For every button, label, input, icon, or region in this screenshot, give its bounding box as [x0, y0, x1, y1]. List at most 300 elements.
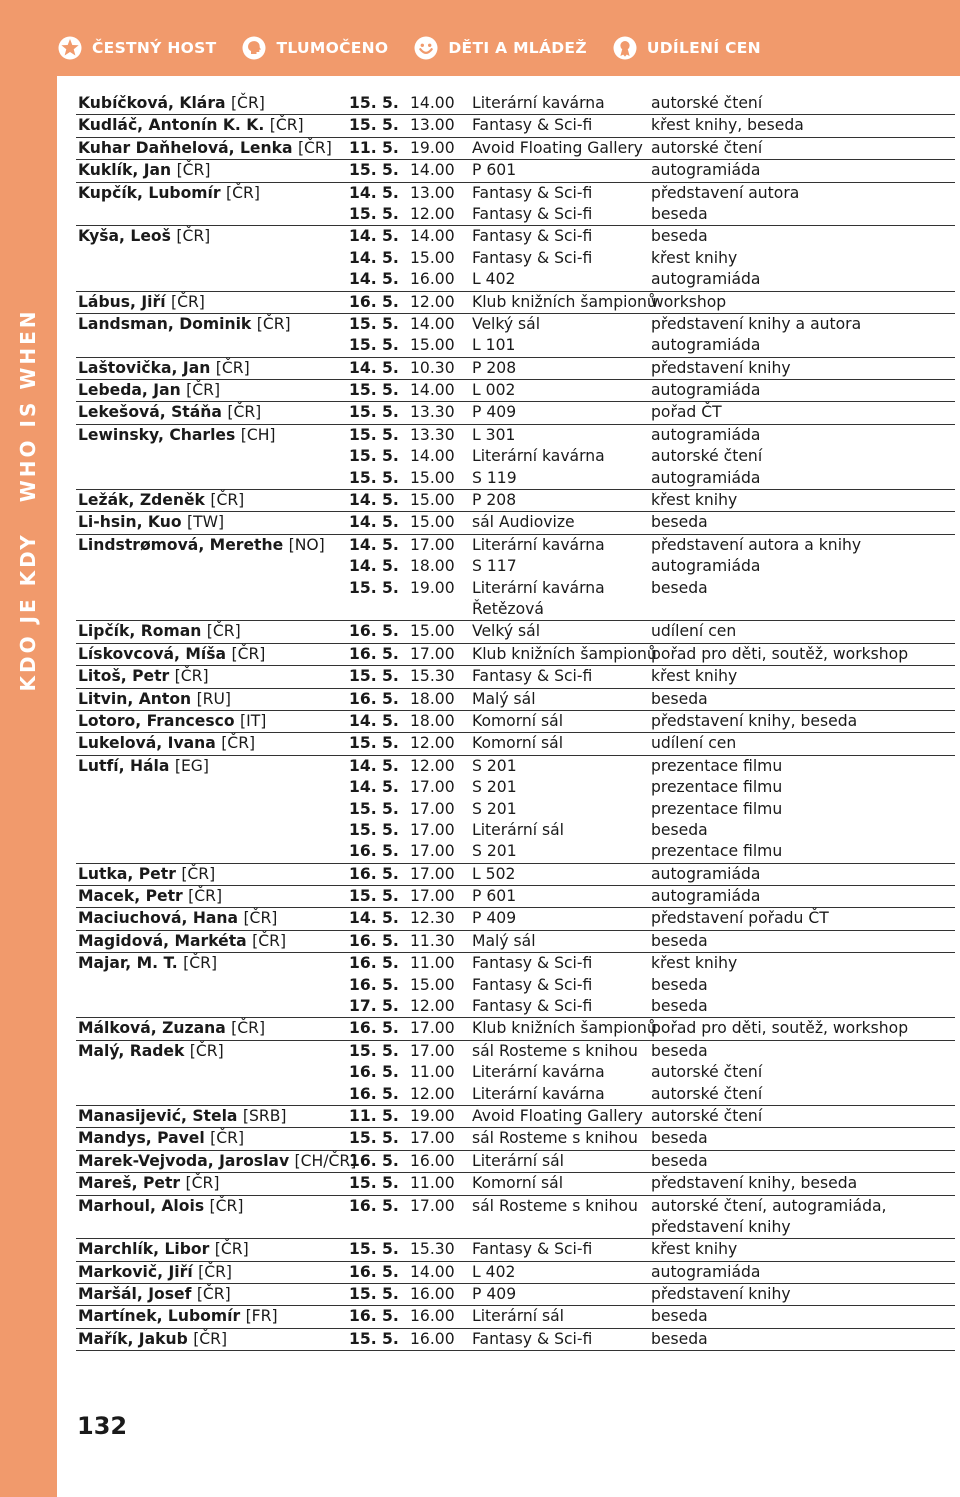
event-line: [76, 689, 955, 710]
event-time: 14.00: [410, 381, 455, 400]
event-type: představení knihy: [651, 358, 791, 377]
event-day: 15. 5.: [349, 94, 399, 112]
table-row: [76, 402, 955, 424]
event-day: 16. 5.: [349, 1084, 399, 1103]
event-time: 17.00: [410, 887, 455, 906]
guest-name-cell: [78, 93, 265, 114]
event-line: [76, 425, 955, 446]
table-row: [76, 1106, 955, 1128]
event-line: [76, 1062, 955, 1083]
table-row: [76, 908, 955, 930]
event-day: 15. 5.: [349, 667, 399, 686]
table-row: [76, 886, 955, 908]
event-type: prezentace filmu: [651, 778, 783, 797]
legend-item-interpreted: [242, 36, 388, 60]
table-row: [76, 490, 955, 512]
event-place: Avoid Floating Gallery: [472, 138, 643, 157]
event-type: autogramiáda: [651, 270, 761, 289]
event-line: [76, 953, 955, 974]
event-type: pořad pro děti, soutěž, workshop: [651, 1019, 909, 1038]
interpreted-head-icon: [242, 36, 266, 60]
guest-name: Maršál, Josef: [78, 1285, 192, 1304]
guest-name-cell: [78, 1262, 232, 1283]
event-type: autorské čtení, autogramiáda,: [651, 1196, 887, 1215]
event-line: [76, 1018, 955, 1039]
guest-name-cell: [78, 864, 215, 885]
event-day: 16. 5.: [349, 689, 399, 708]
guest-name: Litvin, Anton: [78, 689, 192, 708]
event-place: sál Audiovize: [472, 513, 575, 532]
event-type: beseda: [651, 975, 708, 994]
event-day: 16. 5.: [349, 954, 399, 973]
event-day: 17. 5.: [349, 997, 399, 1016]
guest-name: Lekešová, Stáňa: [78, 403, 222, 422]
event-place: L 101: [472, 336, 516, 355]
event-type: představení knihy a autora: [651, 314, 862, 333]
event-day: 15. 5.: [349, 1329, 399, 1348]
event-place: Avoid Floating Gallery: [472, 1106, 643, 1125]
event-place: L 402: [472, 270, 516, 289]
event-type: křest knihy: [651, 954, 738, 973]
guest-country: [ČR]: [193, 1329, 228, 1348]
guest-country: [ČR]: [210, 1129, 245, 1148]
event-place: Velký sál: [472, 622, 541, 641]
guest-name-cell: [78, 621, 241, 642]
guest-name: Kupčík, Lubomír: [78, 183, 221, 202]
guest-country: [ČR]: [209, 1196, 244, 1215]
event-day: 11. 5.: [349, 1106, 399, 1125]
event-time: 19.00: [410, 138, 455, 157]
table-row: [76, 93, 955, 115]
event-place: S 201: [472, 778, 517, 797]
event-day: 14. 5.: [349, 535, 399, 554]
guest-name-cell: [78, 756, 209, 777]
event-day: 16. 5.: [349, 1196, 399, 1215]
event-line: [76, 1151, 955, 1172]
event-day: 14. 5.: [349, 227, 399, 246]
event-type: křest knihy, beseda: [651, 116, 804, 135]
guest-name-cell: [78, 953, 217, 974]
event-day: 14. 5.: [349, 513, 399, 532]
event-line: [76, 1262, 955, 1283]
event-time: 17.00: [410, 1129, 455, 1148]
guest-name-cell: [78, 1151, 356, 1172]
guest-country: [ČR]: [210, 491, 245, 510]
event-time: 13.00: [410, 183, 455, 202]
event-place: P 409: [472, 909, 517, 928]
table-row: [76, 1196, 955, 1240]
event-day: 14. 5.: [349, 270, 399, 289]
event-place: L 402: [472, 1262, 516, 1281]
event-time: 16.00: [410, 1285, 455, 1304]
event-line: [76, 777, 955, 798]
event-day: 15. 5.: [349, 425, 399, 444]
guest-country: [ČR]: [181, 864, 216, 883]
event-place: Klub knižních šampionů: [472, 1019, 657, 1038]
event-type: pořad pro děti, soutěž, workshop: [651, 644, 909, 663]
event-type: autorské čtení: [651, 94, 763, 112]
smiley-face-icon: [414, 36, 438, 60]
event-type: představení knihy, beseda: [651, 1174, 858, 1193]
guest-country: [CH/ČR]: [294, 1151, 357, 1170]
event-line: [76, 226, 955, 247]
guest-name-cell: [78, 1018, 265, 1039]
event-line: [76, 599, 955, 620]
guest-name: Lukelová, Ivana: [78, 734, 216, 753]
guest-country: [ČR]: [214, 1240, 249, 1259]
table-row: [76, 644, 955, 666]
event-place: Fantasy & Sci-fi: [472, 1240, 593, 1259]
guest-name: Lotoro, Francesco: [78, 711, 235, 730]
event-type: autorské čtení: [651, 1063, 763, 1082]
event-place: Fantasy & Sci-fi: [472, 1329, 593, 1348]
event-place: Fantasy & Sci-fi: [472, 227, 593, 246]
icon-legend: [58, 36, 787, 60]
guest-country: [CH]: [240, 425, 276, 444]
event-type: autogramiáda: [651, 864, 761, 883]
event-type: představení autora a knihy: [651, 535, 862, 554]
event-type: beseda: [651, 820, 708, 839]
sidebar-title: [16, 308, 40, 691]
event-place: Literární kavárna: [472, 447, 605, 466]
table-row: [76, 1239, 955, 1261]
guest-country: [ČR]: [227, 403, 262, 422]
event-line: [76, 1196, 955, 1217]
event-day: 15. 5.: [349, 1240, 399, 1259]
guest-name: Lebeda, Jan: [78, 381, 181, 400]
guest-name-cell: [78, 1128, 244, 1149]
guest-name-cell: [78, 666, 209, 687]
event-type: autorské čtení: [651, 1084, 763, 1103]
event-time: 18.00: [410, 689, 455, 708]
event-line: [76, 183, 955, 204]
guest-name: Mareš, Petr: [78, 1174, 181, 1193]
table-row: [76, 160, 955, 182]
guest-name-cell: [78, 314, 291, 335]
event-type: beseda: [651, 997, 708, 1016]
event-type: autogramiáda: [651, 887, 761, 906]
guest-name: Lutfí, Hála: [78, 756, 170, 775]
event-time: 11.00: [410, 1063, 455, 1082]
table-row: [76, 931, 955, 953]
event-time: 12.00: [410, 292, 455, 311]
guest-name: Kyša, Leoš: [78, 227, 171, 246]
guest-name: Malý, Radek: [78, 1041, 185, 1060]
event-time: 17.00: [410, 799, 455, 818]
event-line: [76, 996, 955, 1017]
event-day: 14. 5.: [349, 557, 399, 576]
table-row: [76, 226, 955, 291]
guest-name-cell: [78, 425, 276, 446]
guest-country: [ČR]: [231, 644, 266, 663]
legend-label: TLUMOČENO: [276, 39, 389, 57]
event-type: udílení cen: [651, 622, 737, 641]
table-row: [76, 689, 955, 711]
event-line: [76, 666, 955, 687]
table-row: [76, 621, 955, 643]
event-type: beseda: [651, 1307, 708, 1326]
event-type: autogramiáda: [651, 336, 761, 355]
event-place: Fantasy & Sci-fi: [472, 183, 593, 202]
event-type: autogramiáda: [651, 468, 761, 487]
event-place: P 208: [472, 491, 517, 510]
table-row: [76, 115, 955, 137]
guest-name-cell: [78, 1041, 224, 1062]
event-place: L 002: [472, 381, 516, 400]
guest-country: [ČR]: [186, 381, 221, 400]
guest-name: Manasijević, Stela: [78, 1106, 238, 1125]
event-time: 16.00: [410, 1307, 455, 1326]
event-place: P 208: [472, 358, 517, 377]
event-time: 13.30: [410, 425, 455, 444]
event-place: Fantasy & Sci-fi: [472, 975, 593, 994]
guest-name: Marchlík, Libor: [78, 1240, 210, 1259]
legend-item-youth: [414, 36, 586, 60]
table-row: [76, 314, 955, 358]
event-line: [76, 886, 955, 907]
event-line: [76, 1217, 955, 1238]
guest-country: [NO]: [288, 535, 325, 554]
event-time: 18.00: [410, 711, 455, 730]
event-day: 16. 5.: [349, 292, 399, 311]
star-badge-icon: [58, 36, 82, 60]
event-place: Komorní sál: [472, 734, 564, 753]
table-row: [76, 733, 955, 755]
guest-country: [ČR]: [221, 734, 256, 753]
event-day: 16. 5.: [349, 1019, 399, 1038]
event-type: workshop: [651, 292, 727, 311]
event-time: 11.00: [410, 954, 455, 973]
event-type: autogramiáda: [651, 557, 761, 576]
event-place: P 409: [472, 1285, 517, 1304]
guest-name: Lábus, Jiří: [78, 292, 166, 311]
event-day: 14. 5.: [349, 248, 399, 267]
event-type: představení pořadu ČT: [651, 909, 829, 928]
sidebar-title-cz: KDO JE KDY: [16, 532, 40, 692]
guest-country: [ČR]: [196, 1285, 231, 1304]
table-row: [76, 953, 955, 1018]
event-type: křest knihy: [651, 248, 738, 267]
event-place: Fantasy & Sci-fi: [472, 248, 593, 267]
guest-name: Kuhar Daňhelová, Lenka: [78, 138, 293, 157]
event-place: Komorní sál: [472, 711, 564, 730]
event-line: [76, 711, 955, 732]
event-place: Fantasy & Sci-fi: [472, 997, 593, 1016]
event-line: [76, 1239, 955, 1260]
event-time: 17.00: [410, 1041, 455, 1060]
guest-country: [ČR]: [297, 138, 332, 157]
event-line: [76, 1106, 955, 1127]
event-line: [76, 908, 955, 929]
guest-name: Li-hsin, Kuo: [78, 513, 182, 532]
legend-label: DĚTI A MLÁDEŽ: [448, 39, 587, 57]
event-place: Řetězová: [472, 599, 544, 618]
event-time: 14.00: [410, 314, 455, 333]
event-line: [76, 644, 955, 665]
event-place: Klub knižních šampionů: [472, 292, 657, 311]
event-line: [76, 1329, 955, 1350]
event-line: [76, 512, 955, 533]
event-time: 15.30: [410, 1240, 455, 1259]
event-day: 15. 5.: [349, 1174, 399, 1193]
event-day: 14. 5.: [349, 491, 399, 510]
event-time: 15.00: [410, 622, 455, 641]
event-time: 15.00: [410, 975, 455, 994]
event-place: Literární sál: [472, 1151, 565, 1170]
guest-name: Lewinsky, Charles: [78, 425, 236, 444]
event-day: 15. 5.: [349, 820, 399, 839]
event-line: [76, 160, 955, 181]
guest-name-cell: [78, 183, 260, 204]
event-day: 15. 5.: [349, 799, 399, 818]
event-type: autorské čtení: [651, 138, 763, 157]
guest-name-cell: [78, 1306, 278, 1327]
event-type: prezentace filmu: [651, 756, 783, 775]
event-time: 14.00: [410, 227, 455, 246]
event-place: Velký sál: [472, 314, 541, 333]
guest-country: [ČR]: [230, 94, 265, 112]
event-time: 15.00: [410, 248, 455, 267]
guest-name-cell: [78, 160, 210, 181]
event-type: autogramiáda: [651, 425, 761, 444]
event-time: 14.00: [410, 161, 455, 180]
event-time: 17.00: [410, 644, 455, 663]
legend-item-awards: [613, 36, 761, 60]
event-line: [76, 314, 955, 335]
event-time: 15.00: [410, 513, 455, 532]
event-type: beseda: [651, 1129, 708, 1148]
event-time: 12.00: [410, 1084, 455, 1103]
event-day: 15. 5.: [349, 314, 399, 333]
event-place: Literární sál: [472, 1307, 565, 1326]
event-place: L 301: [472, 425, 516, 444]
event-line: [76, 1128, 955, 1149]
event-place: S 201: [472, 842, 517, 861]
guest-name: Kudláč, Antonín K. K.: [78, 116, 265, 135]
event-line: [76, 292, 955, 313]
guest-country: [EG]: [174, 756, 209, 775]
event-time: 15.00: [410, 468, 455, 487]
guest-country: [ČR]: [226, 183, 260, 202]
guest-country: [ČR]: [176, 227, 211, 246]
event-line: [76, 358, 955, 379]
event-time: 12.30: [410, 909, 455, 928]
event-time: 14.00: [410, 1262, 455, 1281]
guest-name-cell: [78, 402, 261, 423]
guest-name: Kuklík, Jan: [78, 161, 172, 180]
table-row: [76, 358, 955, 380]
event-place: sál Rosteme s knihou: [472, 1129, 638, 1148]
event-time: 17.00: [410, 1019, 455, 1038]
table-row: [76, 1128, 955, 1150]
guest-name-cell: [78, 733, 255, 754]
event-line: [76, 756, 955, 777]
table-row: [76, 711, 955, 733]
event-day: 16. 5.: [349, 644, 399, 663]
event-time: 16.00: [410, 270, 455, 289]
event-day: 15. 5.: [349, 1285, 399, 1304]
event-type: beseda: [651, 227, 708, 246]
event-place: S 201: [472, 799, 517, 818]
event-day: 15. 5.: [349, 204, 399, 223]
event-line: [76, 733, 955, 754]
event-line: [76, 864, 955, 885]
event-time: 17.00: [410, 842, 455, 861]
guest-name-cell: [78, 292, 205, 313]
event-day: 15. 5.: [349, 116, 399, 135]
event-line: [76, 490, 955, 511]
event-day: 15. 5.: [349, 381, 399, 400]
event-time: 14.00: [410, 447, 455, 466]
guest-name-cell: [78, 689, 231, 710]
event-place: Literární kavárna: [472, 1063, 605, 1082]
event-place: S 201: [472, 756, 517, 775]
event-time: 19.00: [410, 578, 455, 597]
event-line: [76, 931, 955, 952]
guest-name-cell: [78, 644, 265, 665]
guest-name-cell: [78, 1106, 287, 1127]
event-place: Malý sál: [472, 931, 536, 950]
event-time: 16.00: [410, 1329, 455, 1348]
event-time: 13.30: [410, 403, 455, 422]
event-type: beseda: [651, 1041, 708, 1060]
schedule-table: [76, 93, 955, 1351]
table-row: [76, 380, 955, 402]
table-row: [76, 1151, 955, 1173]
table-row: [76, 425, 955, 490]
event-time: 15.00: [410, 336, 455, 355]
event-day: 16. 5.: [349, 1262, 399, 1281]
event-type: představení autora: [651, 183, 800, 202]
guest-name: Ležák, Zdeněk: [78, 491, 205, 510]
event-type: představení knihy, beseda: [651, 711, 858, 730]
event-time: 14.00: [410, 94, 455, 112]
guest-name: Markovič, Jiří: [78, 1262, 193, 1281]
event-day: 16. 5.: [349, 975, 399, 994]
event-time: 17.00: [410, 778, 455, 797]
guest-name: Maciuchová, Hana: [78, 909, 239, 928]
guest-country: [ČR]: [252, 931, 287, 950]
event-type: beseda: [651, 931, 708, 950]
table-row: [76, 1329, 955, 1351]
event-type: představení knihy: [651, 1285, 791, 1304]
event-place: Literární kavárna: [472, 1084, 605, 1103]
event-time: 12.00: [410, 734, 455, 753]
event-line: [76, 446, 955, 467]
guest-country: [ČR]: [269, 116, 304, 135]
event-day: 14. 5.: [349, 909, 399, 928]
table-row: [76, 1041, 955, 1106]
award-ribbon-icon: [613, 36, 637, 60]
guest-name-cell: [78, 1329, 227, 1350]
event-place: Fantasy & Sci-fi: [472, 116, 593, 135]
guest-name: Litoš, Petr: [78, 667, 170, 686]
event-place: Fantasy & Sci-fi: [472, 204, 593, 223]
guest-name: Martínek, Lubomír: [78, 1307, 241, 1326]
event-line: [76, 269, 955, 290]
guest-name: Lindstrømová, Merethe: [78, 535, 284, 554]
event-type: beseda: [651, 689, 708, 708]
event-day: 15. 5.: [349, 403, 399, 422]
event-line: [76, 535, 955, 556]
event-type: křest knihy: [651, 667, 738, 686]
guest-country: [ČR]: [174, 667, 209, 686]
event-time: 11.30: [410, 931, 455, 950]
guest-name: Lískovcová, Míša: [78, 644, 227, 663]
event-time: 10.30: [410, 358, 455, 377]
event-day: 15. 5.: [349, 468, 399, 487]
event-line: [76, 204, 955, 225]
